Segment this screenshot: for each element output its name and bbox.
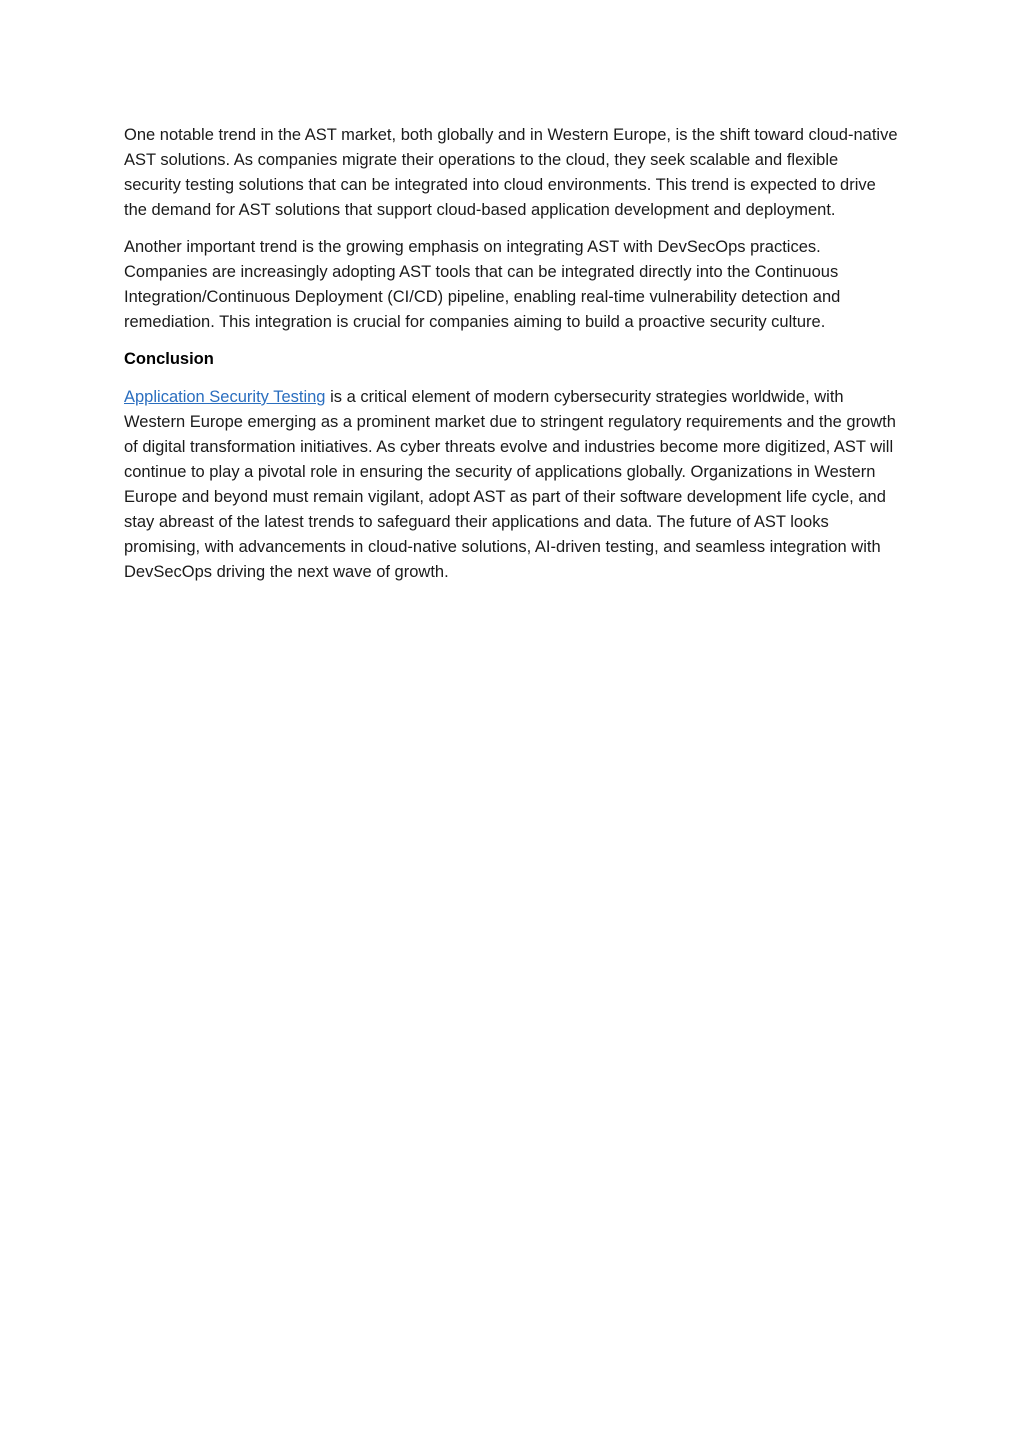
application-security-testing-link[interactable]: Application Security Testing <box>124 388 326 406</box>
conclusion-text: is a critical element of modern cybersecurity strategies worldwide, with Western Europe emerging as a prominent market due to stringent regulatory requirements and the growth of digital transformation initiatives. As cyber threats evolve and industries become more digitized, AST will continue to play a pivotal role in ensuring the security of applications globally. Organizations in Western Europe and beyond must remain vigilant, adopt AST as part of their software development life cycle, and stay abreast of the latest trends to safeguard their applications and data. The future of AST looks promising, with advancements in cloud-native solutions, AI-driven testing, and seamless integration with DevSecOps driving the next wave of growth. <box>124 388 896 581</box>
section-heading-conclusion: Conclusion <box>124 350 214 368</box>
paragraph-devsecops-trend: Another important trend is the growing emphasis on integrating AST with DevSecOps practices. Companies are increasingly adopting AST tools that can be integrated directly into the Continuous Integration/Continuous Deployment (CI/CD) pipeline, enabling real-time vulnerability detection and remediation. This integration is crucial for companies aiming to build a proactive security culture. <box>124 238 841 331</box>
paragraph-cloud-native-trend: One notable trend in the AST market, both globally and in Western Europe, is the shift toward cloud-native AST solutions. As companies migrate their operations to the cloud, they seek scalable and flexible security testing solutions that can be integrated into cloud environments. This trend is expected to drive the demand for AST solutions that support cloud-based application development and deployment. <box>124 126 898 219</box>
document-body <box>124 123 899 597</box>
paragraph-conclusion <box>124 385 899 585</box>
